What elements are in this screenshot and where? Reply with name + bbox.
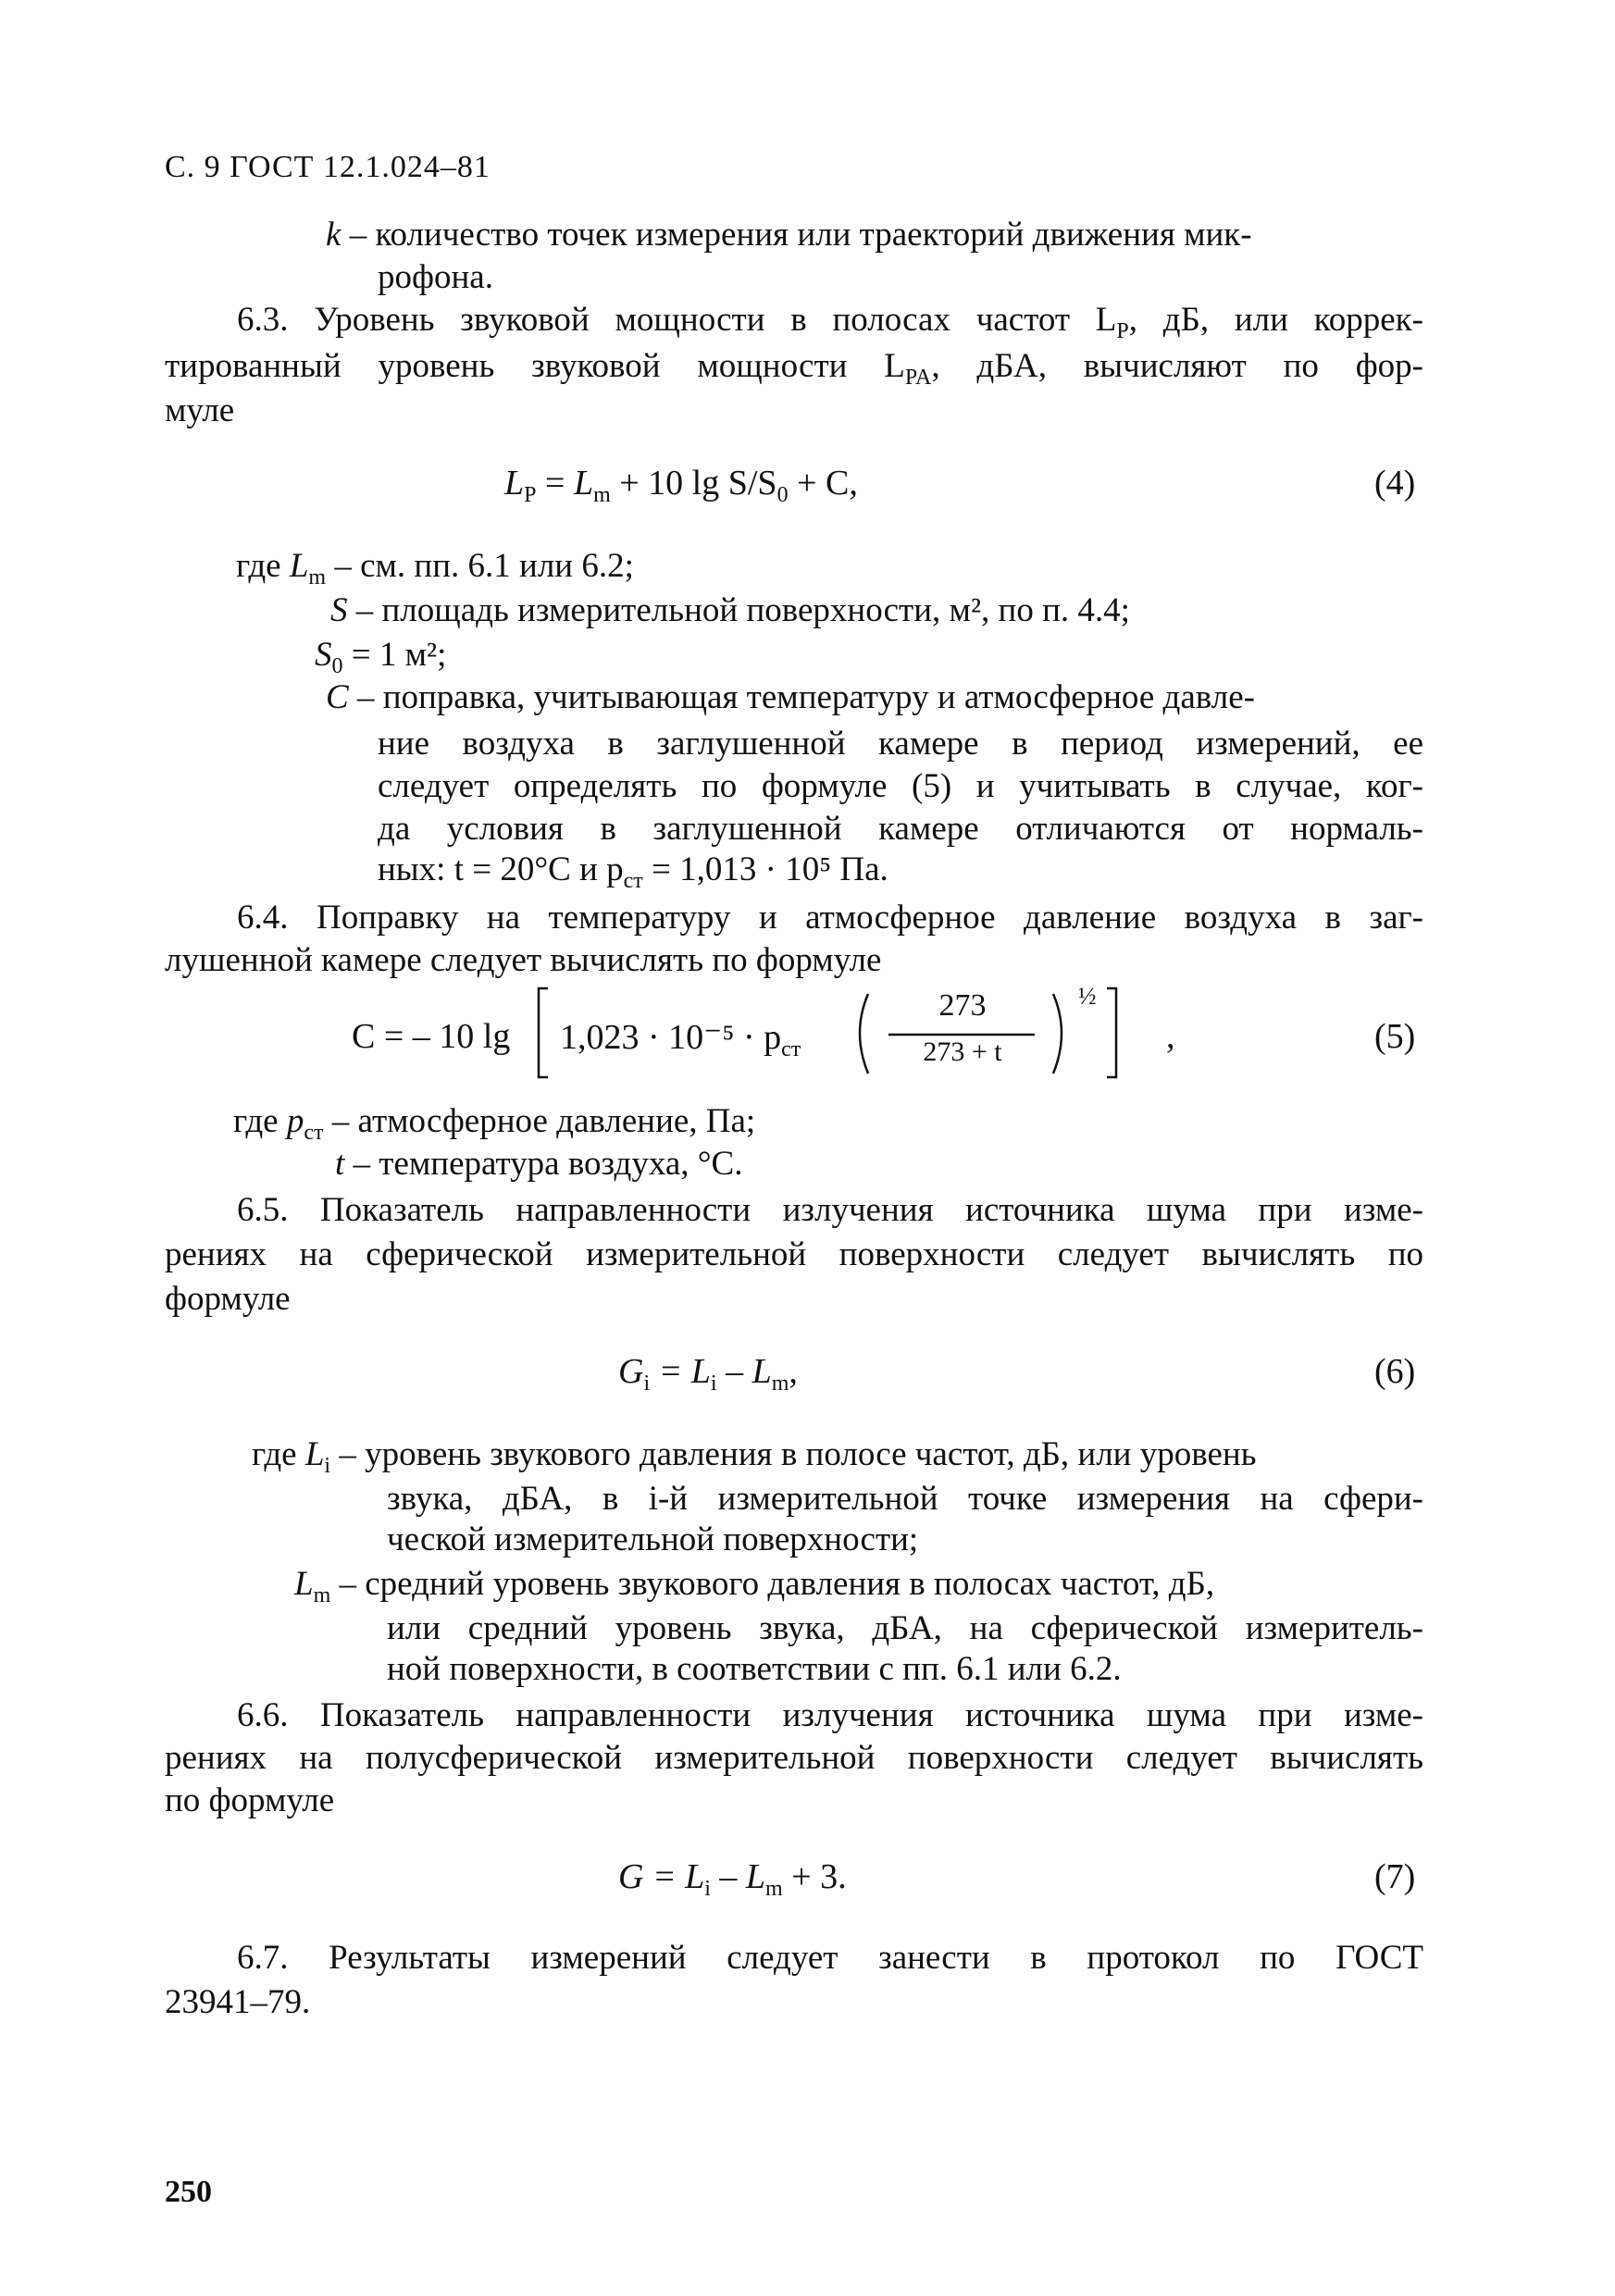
w6-lead: где <box>252 1435 305 1473</box>
p67-text1: 6.7. Результаты измерений следует занести в протокол по ГОСТ <box>237 1939 1423 1977</box>
where6-li <box>252 1434 1257 1478</box>
formula-4-number: (4) <box>1374 464 1416 503</box>
paragraph-6-5-line2: рениях на сферической измерительной поверхности следует вычислять по <box>165 1235 1423 1273</box>
t-def: – температура воздуха, °C. <box>344 1145 743 1183</box>
paragraph-6-3-line3: муле <box>165 391 235 429</box>
c-cont4-sub: ст <box>623 869 643 893</box>
f6-tail: , <box>789 1352 798 1391</box>
c-sym: C <box>326 678 349 716</box>
where6-li-cont2: ческой измерительной поверхности; <box>387 1520 919 1558</box>
f6-g: G <box>618 1352 644 1391</box>
paragraph-6-5-line1 <box>165 1188 1423 1233</box>
f4-s0-sub: 0 <box>776 483 789 507</box>
paragraph-6-6-line3: по формуле <box>165 1781 335 1819</box>
s0-def: = 1 м²; <box>342 636 447 674</box>
k-symbol: k <box>326 216 342 254</box>
f7-lhs: G = L <box>618 1857 705 1896</box>
p63-sub2: PA <box>904 366 932 390</box>
f6-g-sub: i <box>643 1371 651 1396</box>
paragraph-6-3-line2 <box>165 344 1423 389</box>
formula-6 <box>618 1351 798 1396</box>
t-sym: t <box>335 1145 345 1183</box>
formula-5-lhs: C = – 10 lg <box>352 1017 511 1056</box>
f5-pst-sub: ст <box>781 1037 801 1061</box>
where4-s0 <box>315 635 447 678</box>
lm-def: – см. пп. 6.1 или 6.2; <box>326 547 634 585</box>
p63-sub1: P <box>1116 319 1129 343</box>
paragraph-6-7-line1 <box>165 1936 1423 1980</box>
where4-c <box>326 677 1255 717</box>
p63-text2a: тированный уровень звуковой мощности L <box>165 347 905 385</box>
formula-6-number: (6) <box>1374 1352 1416 1391</box>
f6-li-sub: i <box>710 1371 717 1396</box>
where4-s <box>330 590 1130 630</box>
f6-rest: – L <box>716 1352 772 1391</box>
where4-lm <box>236 546 634 590</box>
paragraph-6-5-line3: формуле <box>165 1280 291 1318</box>
p64-text1: 6.4. Поправку на температуру и атмосферное давление воздуха в заг- <box>237 899 1423 937</box>
c-def-cont-4 <box>378 850 888 893</box>
f4-lm-sub: m <box>593 483 611 507</box>
formula-7-number: (7) <box>1374 1857 1416 1896</box>
li-sub: i <box>324 1454 331 1478</box>
paragraph-6-3-line1 <box>165 298 1423 342</box>
formula-5-power: ½ <box>1078 983 1097 1010</box>
c-cont4a: ных: t = 20°C и p <box>378 850 624 888</box>
page-number: 250 <box>165 2175 212 2209</box>
p-def: – атмосферное давление, Па; <box>323 1102 756 1140</box>
where6-lm-cont1: или средний уровень звука, дБА, на сферической измеритель- <box>387 1609 1423 1647</box>
p63-text1: 6.3. Уровень звуковой мощности в полосах частот L <box>237 301 1117 339</box>
paragraph-6-4-line1 <box>165 896 1423 940</box>
formula-5-comma: , <box>1166 1017 1175 1056</box>
p-sub: ст <box>304 1121 324 1145</box>
f6-eq: = L <box>650 1352 711 1391</box>
f4-eq: = <box>536 464 574 503</box>
lm6-sub: m <box>313 1583 331 1607</box>
s-sym: S <box>330 591 348 629</box>
f7-tail: + 3. <box>782 1857 847 1896</box>
lm-sym: L <box>289 547 309 585</box>
p66-text1: 6.6. Показатель направленности излучения источника шума при изме- <box>237 1696 1423 1734</box>
f4-lm: L <box>573 464 594 503</box>
f7-rest: – L <box>710 1857 766 1896</box>
where5-lead: где <box>233 1102 287 1140</box>
f6-lm-sub: m <box>771 1371 789 1396</box>
paragraph-6-4-line2: лушенной камере следует вычислять по формуле <box>165 941 882 979</box>
f4-lp: L <box>504 464 525 503</box>
lm6-sym: L <box>294 1565 314 1603</box>
page-header: С. 9 ГОСТ 12.1.024–81 <box>165 150 491 184</box>
c-cont4b: = 1,013 · 10⁵ Па. <box>642 850 888 888</box>
li-def1: – уровень звукового давления в полосе частот, дБ, или уровень <box>330 1435 1257 1473</box>
formula-4 <box>504 463 858 507</box>
c-def: – поправка, учитывающая температуру и атмосферное давле- <box>348 678 1255 716</box>
where6-li-cont1: звука, дБА, в i-й измерительной точке измерения на сфери- <box>387 1480 1423 1518</box>
f4-tail: + C, <box>788 464 858 503</box>
f7-lm-sub: m <box>765 1877 783 1901</box>
p63-text2b: , дБА, вычисляют по фор- <box>931 347 1423 385</box>
s0-sub: 0 <box>331 654 343 678</box>
p65-text1: 6.5. Показатель направленности излучения источника шума при изме- <box>237 1191 1423 1229</box>
c-def-cont-3: да условия в заглушенной камере отличаются от нормаль- <box>378 810 1423 848</box>
paragraph-6-7-line2: 23941–79. <box>165 1983 311 2021</box>
k-text: количество точек измерения или траекторий движения мик- <box>375 216 1252 254</box>
li-sym: L <box>304 1435 325 1473</box>
dash: – <box>341 216 376 254</box>
where6-lm <box>294 1564 1215 1607</box>
formula-5-denominator: 273 + t <box>923 1036 1002 1067</box>
f7-li-sub: i <box>704 1877 711 1901</box>
s-def: – площадь измерительной поверхности, м², по п. 4.4; <box>347 591 1130 629</box>
k-definition <box>326 215 1252 254</box>
formula-5-number: (5) <box>1374 1017 1416 1056</box>
k-definition-cont: рофона. <box>378 258 493 296</box>
where5-t <box>335 1144 742 1184</box>
lm-sub: m <box>308 565 327 590</box>
formula-5-inner <box>560 1016 801 1061</box>
lm6-def1: – средний уровень звукового давления в полосах частот, дБ, <box>330 1565 1215 1603</box>
c-def-cont-1: ние воздуха в заглушенной камере в период измерений, ее <box>378 725 1423 763</box>
f5-inner-text: 1,023 · 10⁻⁵ · p <box>560 1018 782 1057</box>
c-def-cont-2: следует определять по формуле (5) и учитывать в случае, ког- <box>378 767 1423 805</box>
p-sym: p <box>286 1102 304 1140</box>
formula-5-numerator: 273 <box>938 988 987 1023</box>
where6-lm-cont2: ной поверхности, в соответствии с пп. 6.1 или 6.2. <box>387 1650 1122 1688</box>
where5-p <box>233 1101 756 1145</box>
p63-text1b: , дБ, или коррек- <box>1128 301 1423 339</box>
paragraph-6-6-line2: рениях на полусферической измерительной поверхности следует вычислять <box>165 1739 1423 1777</box>
formula-7 <box>618 1856 847 1901</box>
f4-rest: + 10 lg S/S <box>610 464 777 503</box>
f4-lp-sub: P <box>524 483 537 507</box>
where-lead: где <box>236 547 290 585</box>
s0-sym: S <box>315 636 332 674</box>
paragraph-6-6-line1 <box>165 1694 1423 1738</box>
